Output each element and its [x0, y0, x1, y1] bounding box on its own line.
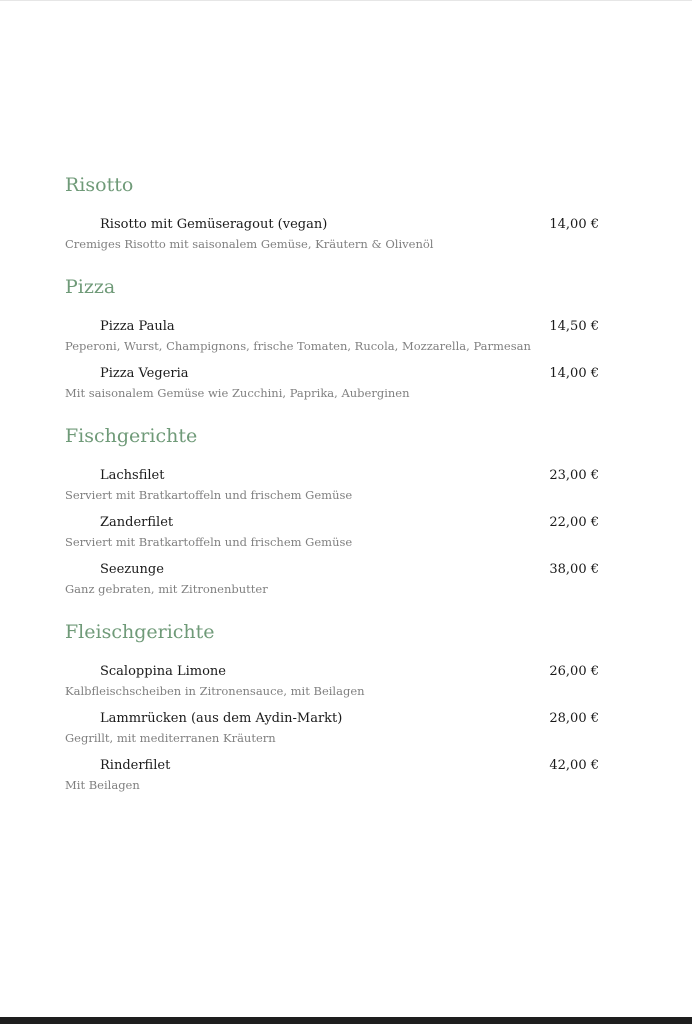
section-pizza: [65, 274, 599, 402]
menu-item: [65, 466, 599, 504]
menu-item: [65, 215, 599, 253]
menu-item-row: [65, 364, 599, 384]
section-title: Risotto: [65, 174, 134, 196]
item-name: Lammrücken (aus dem Aydin-Markt): [100, 711, 343, 726]
section-risotto: [65, 172, 599, 253]
section-fleischgerichte: [65, 619, 599, 794]
menu-item: [65, 364, 599, 402]
item-price: 23,00 €: [549, 468, 599, 483]
menu-item-row: [65, 662, 599, 682]
menu-item-row: [65, 215, 599, 235]
item-description: Cremiges Risotto mit saisonalem Gemüse, Kräutern & Olivenöl: [65, 237, 434, 251]
item-description: Kalbfleischscheiben in Zitronensauce, mit Beilagen: [65, 684, 365, 698]
item-description: Mit Beilagen: [65, 778, 140, 792]
item-name: Lachsfilet: [100, 468, 165, 483]
item-name: Rinderfilet: [100, 758, 171, 773]
item-description: Ganz gebraten, mit Zitronenbutter: [65, 582, 268, 596]
item-description: Serviert mit Bratkartoffeln und frischem Gemüse: [65, 535, 353, 549]
item-price: 28,00 €: [549, 711, 599, 726]
menu-item: [65, 756, 599, 794]
item-price: 42,00 €: [549, 758, 599, 773]
item-name: Scaloppina Limone: [100, 664, 226, 679]
section-title: Fleischgerichte: [65, 621, 215, 643]
top-divider: [0, 0, 692, 1]
item-description: Serviert mit Bratkartoffeln und frischem Gemüse: [65, 488, 353, 502]
menu-item: [65, 317, 599, 355]
item-name: Seezunge: [100, 562, 164, 577]
item-description: Mit saisonalem Gemüse wie Zucchini, Paprika, Auberginen: [65, 386, 410, 400]
menu-item: [65, 662, 599, 700]
bottom-bar: [0, 1017, 692, 1024]
item-description: Gegrillt, mit mediterranen Kräutern: [65, 731, 276, 745]
item-name: Risotto mit Gemüseragout (vegan): [100, 217, 328, 232]
item-price: 14,50 €: [549, 319, 599, 334]
menu-page: [65, 172, 599, 815]
menu-item: [65, 709, 599, 747]
menu-item-row: [65, 756, 599, 776]
item-price: 26,00 €: [549, 664, 599, 679]
menu-item-row: [65, 513, 599, 533]
item-name: Pizza Paula: [100, 319, 175, 334]
menu-item: [65, 560, 599, 598]
menu-item-row: [65, 709, 599, 729]
menu-item-row: [65, 466, 599, 486]
menu-item-row: [65, 317, 599, 337]
item-name: Zanderfilet: [100, 515, 174, 530]
item-price: 14,00 €: [549, 366, 599, 381]
item-name: Pizza Vegeria: [100, 366, 189, 381]
menu-item: [65, 513, 599, 551]
menu-item-row: [65, 560, 599, 580]
section-fischgerichte: [65, 423, 599, 598]
section-title: Fischgerichte: [65, 425, 198, 447]
item-price: 22,00 €: [549, 515, 599, 530]
item-price: 38,00 €: [549, 562, 599, 577]
item-description: Peperoni, Wurst, Champignons, frische Tomaten, Rucola, Mozzarella, Parmesan: [65, 339, 531, 353]
item-price: 14,00 €: [549, 217, 599, 232]
section-title: Pizza: [65, 276, 116, 298]
